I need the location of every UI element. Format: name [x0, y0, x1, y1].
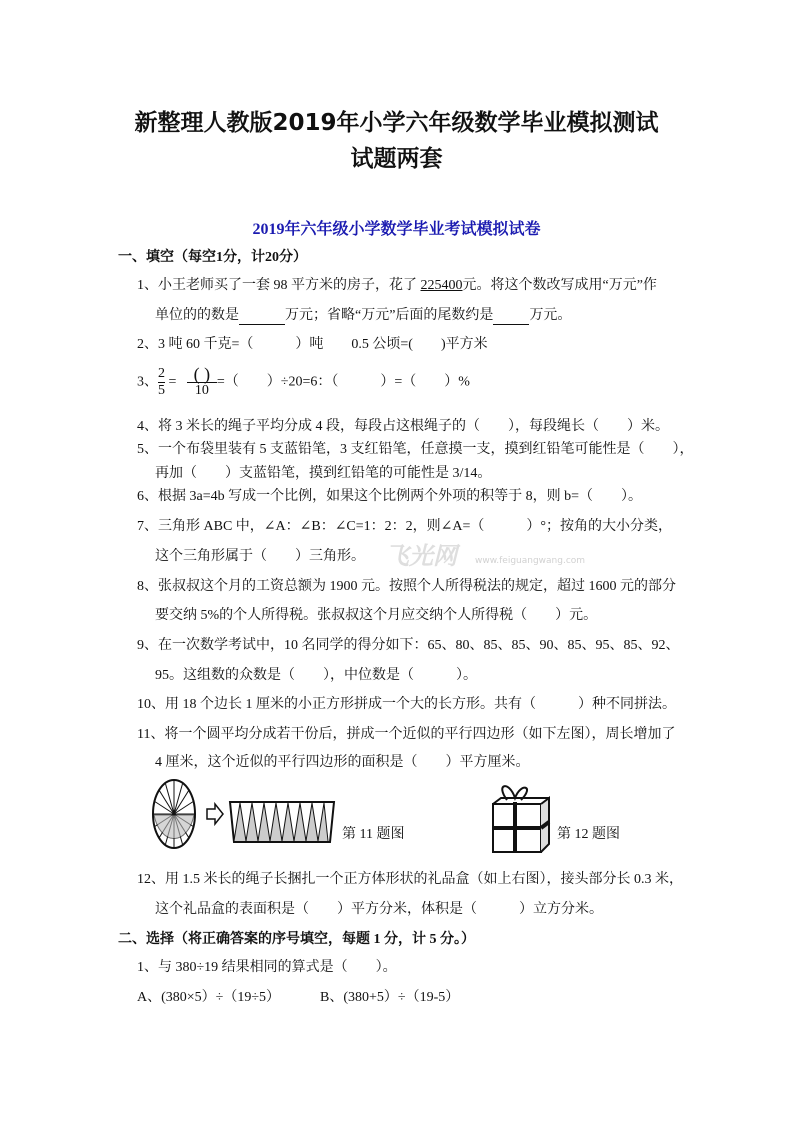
question-12-cont: 这个礼品盒的表面积是（ ）平方分米，体积是（ ）立方分米。 — [155, 902, 603, 917]
figure-11-caption: 第 11 题图 — [342, 827, 405, 842]
question-7: 7、三角形 ABC 中，∠A：∠B：∠C=1：2：2，则∠A=（ ）°；按角的大小分类， — [137, 519, 672, 534]
question-2: 2、3 吨 60 千克=（ ）吨 0.5 公顷=( )平方米 — [137, 337, 488, 352]
choice-option-b: B、(380+5）÷（19-5） — [320, 990, 460, 1005]
question-9: 9、在一次数学考试中，10 名同学的得分如下：65、80、85、85、90、85、95、85、92、 — [137, 638, 680, 653]
choice-question-1: 1、与 380÷19 结果相同的算式是（ ）。 — [137, 960, 397, 975]
circle-to-parallelogram-figure — [150, 775, 340, 855]
question-5: 5、一个布袋里装有 5 支蓝铅笔，3 支红铅笔，任意摸一支，摸到红铅笔可能性是（ ）， — [137, 442, 694, 457]
question-1-cont: 单位的的数是 万元；省略“万元”后面的尾数约是 万元。 — [155, 308, 572, 323]
choice-option-a: A、(380×5）÷（19÷5） — [137, 990, 281, 1005]
question-11-cont: 4 厘米，这个近似的平行四边形的面积是（ ）平方厘米。 — [155, 755, 530, 770]
section-heading-2: 二、选择（将正确答案的序号填空，每题 1 分，计 5 分。） — [118, 932, 475, 947]
question-11: 11、将一个圆平均分成若干份后，拼成一个近似的平行四边形（如下左图），周长增加了 — [137, 727, 676, 742]
doc-title-line1: 新整理人教版2019年小学六年级数学毕业模拟测试 — [134, 110, 659, 136]
question-3: 3、 $\frac{2}{5}$ = $\frac{( )}{10}$ =（ ）÷20=6：（ ）=（ ）% — [137, 364, 470, 398]
question-8: 8、张叔叔这个月的工资总额为 1900 元。按照个人所得税法的规定，超过 1600 元的部分 — [137, 579, 676, 594]
watermark-logo: 飞光网 — [385, 542, 457, 570]
question-6: 6、根据 3a=4b 写成一个比例，如果这个比例两个外项的积等于 8，则 b=（ ）。 — [137, 489, 643, 504]
question-8-cont: 要交纳 5%的个人所得税。张叔叔这个月应交纳个人所得税（ ）元。 — [155, 608, 598, 623]
question-4: 4、将 3 米长的绳子平均分成 4 段，每段占这根绳子的（ ），每段绳长（ ）米。 — [137, 419, 669, 434]
doc-title-line2: 试题两套 — [350, 146, 443, 172]
watermark-url: www.feiguangwang.com — [475, 556, 586, 566]
figure-12-caption: 第 12 题图 — [557, 827, 620, 842]
question-7-cont: 这个三角形属于（ ）三角形。 — [155, 549, 365, 564]
question-10: 10、用 18 个边长 1 厘米的小正方形拼成一个大的长方形。共有（ ）种不同拼法。 — [137, 697, 676, 712]
question-9-cont: 95。这组数的众数是（ ），中位数是（ ）。 — [155, 668, 477, 683]
gift-box-figure — [485, 782, 557, 854]
question-1: 1、小王老师买了一套 98 平方米的房子，花了 225400元。将这个数改写成用“万元”作 — [137, 278, 657, 293]
exam-subtitle: 2019年六年级小学数学毕业考试模拟试卷 — [252, 221, 541, 238]
section-heading-1: 一、填空（每空1分，计20分） — [118, 250, 307, 265]
question-12: 12、用 1.5 米长的绳子长捆扎一个正方体形状的礼品盒（如上右图），接头部分长 0.3 米， — [137, 872, 683, 887]
question-5-cont: 再加（ ）支蓝铅笔，摸到红铅笔的可能性是 3/14。 — [155, 466, 492, 481]
